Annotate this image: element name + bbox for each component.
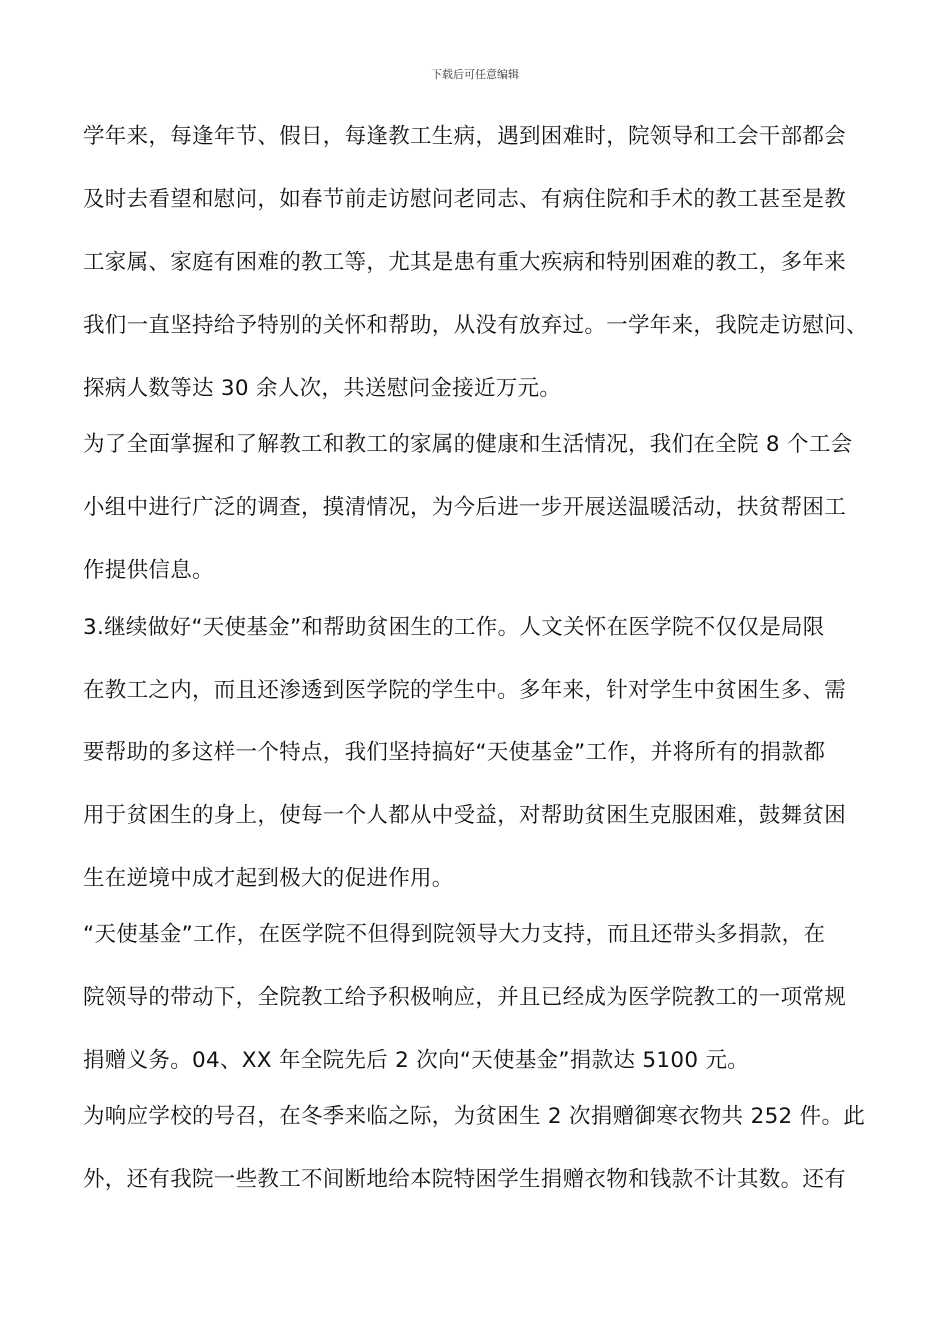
text-line: 院领导的带动下，全院教工给予积极响应，并且已经成为医学院教工的一项常规: [83, 985, 847, 1010]
text-line: 在教工之内，而且还渗透到医学院的学生中。多年来，针对学生中贫困生多、需: [83, 678, 847, 703]
text-line: 我们一直坚持给予特别的关怀和帮助，从没有放弃过。一学年来，我院走访慰问、: [83, 313, 868, 338]
text-line: 作提供信息。: [83, 558, 214, 583]
text-line: 为了全面掌握和了解教工和教工的家属的健康和生活情况，我们在全院 8 个工会: [83, 432, 853, 457]
text-line: 探病人数等达 30 余人次，共送慰问金接近万元。: [83, 376, 562, 401]
text-line: 要帮助的多这样一个特点，我们坚持搞好“天使基金”工作，并将所有的捐款都: [83, 740, 826, 765]
text-line: 及时去看望和慰问，如春节前走访慰问老同志、有病住院和手术的教工甚至是教: [83, 187, 847, 212]
text-line: 3.继续做好“天使基金”和帮助贫困生的工作。人文关怀在医学院不仅仅是局限: [83, 615, 825, 640]
text-line: 生在逆境中成才起到极大的促进作用。: [83, 866, 454, 891]
text-line: 小组中进行广泛的调查，摸清情况，为今后进一步开展送温暖活动，扶贫帮困工: [83, 495, 847, 520]
text-line: 学年来，每逢年节、假日，每逢教工生病，遇到困难时，院领导和工会干部都会: [83, 124, 847, 149]
text-line: 工家属、家庭有困难的教工等，尤其是患有重大疾病和特别困难的教工，多年来: [83, 250, 847, 275]
text-line: 外，还有我院一些教工不间断地给本院特困学生捐赠衣物和钱款不计其数。还有: [83, 1167, 847, 1192]
text-line: 用于贫困生的身上，使每一个人都从中受益，对帮助贫困生克服困难，鼓舞贫困: [83, 803, 847, 828]
page-header: 下载后可任意编辑: [431, 68, 519, 81]
text-line: “天使基金”工作，在医学院不但得到院领导大力支持，而且还带头多捐款，在: [83, 922, 826, 947]
text-line: 为响应学校的号召，在冬季来临之际，为贫困生 2 次捐赠御寒衣物共 252 件。此: [83, 1104, 866, 1129]
text-line: 捐赠义务。04、XX 年全院先后 2 次向“天使基金”捐款达 5100 元。: [83, 1048, 750, 1073]
